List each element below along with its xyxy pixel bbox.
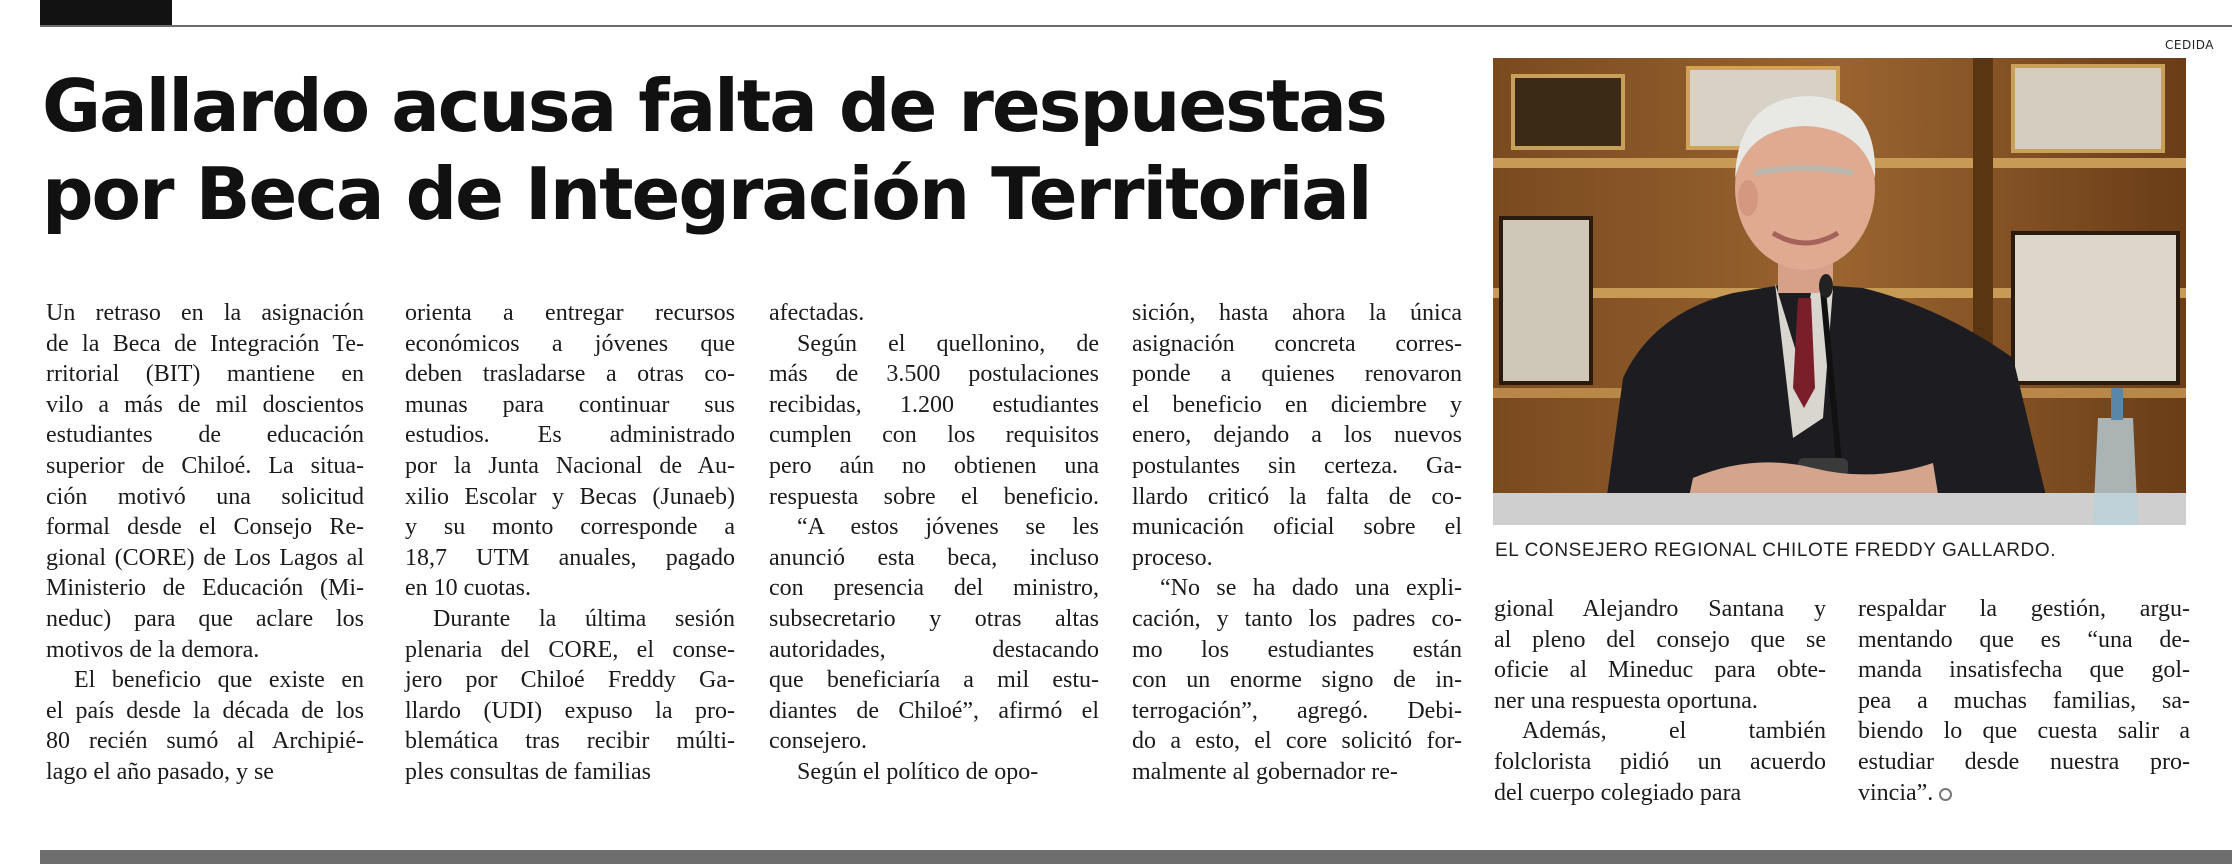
text-line: pea a muchas familias, sa- [1858,687,2190,714]
text-line: ner una respuesta oportuna. [1494,687,1758,714]
text-line: neduc) para que aclare los [46,605,364,632]
body-column-1 [46,298,364,788]
text-line: por la Junta Nacional de Au- [405,452,735,479]
text-line: blemática tras recibir múlti- [405,728,735,755]
text-line: “A estos jóvenes se les [797,514,1099,541]
text-line: superior de Chiloé. La situa- [46,452,364,479]
text-line: diantes de Chiloé”, afirmó el [769,697,1099,724]
text-line: económicos a jóvenes que [405,330,735,357]
text-line: estudiantes de educación [46,422,364,449]
text-line: del cuerpo colegiado para [1494,779,1742,806]
text-line: ples consultas de familias [405,758,651,785]
text-line: llardo criticó la falta de co- [1132,483,1462,510]
text-line: Además, el también [1522,718,1826,745]
text-line: motivos de la demora. [46,636,260,663]
text-line: con un enorme signo de in- [1132,667,1462,694]
body-column-4 [1132,298,1462,788]
text-line: xilio Escolar y Becas (Junaeb) [405,483,735,510]
text-line: postulantes sin certeza. Ga- [1132,452,1462,479]
text-line: afectadas. [769,300,865,326]
text-line: estudiar desde nuestra pro- [1858,748,2190,775]
text-line: autoridades, destacando [769,636,1099,663]
text-line: estudios. Es administrado [405,422,735,449]
text-line: el país desde la década de los [46,697,364,724]
text-line: mo los estudiantes están [1132,636,1462,663]
section-tab [40,0,172,25]
text-line: al pleno del consejo que se [1494,626,1826,653]
text-line: ponde a quienes renovaron [1132,361,1462,388]
text-line: orienta a entregar recursos [405,300,735,326]
text-line: ción motivó una solicitud [46,483,364,510]
text-line: El beneficio que existe en [74,667,364,694]
body-column-6 [1858,594,2190,808]
text-line: Un retraso en la asignación [46,300,364,326]
text-line: proceso. [1132,544,1213,571]
text-line: pero aún no obtienen una [769,452,1099,479]
text-line: en 10 cuotas. [405,575,531,602]
photo-illustration [1493,58,2186,525]
text-line: terrogación”, agregó. Debi- [1132,697,1462,724]
text-line: subsecretario y otras altas [769,605,1099,632]
headline-line-1: Gallardo acusa falta de respuestas [42,64,1386,148]
text-line: recibidas, 1.200 estudiantes [769,391,1099,418]
text-line: enero, dejando a los nuevos [1132,422,1462,449]
text-line: deben trasladarse a otras co- [405,361,735,388]
text-line: 18,7 UTM anuales, pagado [405,544,735,571]
text-line: mentando que es “una de- [1858,626,2190,653]
text-line: 80 recién sumó al Archipié- [46,728,364,755]
text-line: folclorista pidió un acuerdo [1494,748,1826,775]
text-line: lago el año pasado, y se [46,758,274,785]
text-line: de la Beca de Integración Te- [46,330,364,357]
text-line: que beneficiaría a mil estu- [769,667,1099,694]
text-line: respuesta sobre el beneficio. [769,483,1099,510]
text-line: con presencia del ministro, [769,575,1099,602]
text-line: gional (CORE) de Los Lagos al [46,544,364,571]
text-line: do a esto, el core solicitó for- [1132,728,1462,755]
text-line: anunció esta beca, incluso [769,544,1099,571]
text-line: “No se ha dado una expli- [1160,575,1462,602]
text-line: vilo a más de mil doscientos [46,391,364,418]
text-line: plenaria del CORE, el conse- [405,636,735,663]
photo-caption: EL CONSEJERO REGIONAL CHILOTE FREDDY GALLARDO. [1495,540,2057,561]
text-line: munas para continuar sus [405,391,735,418]
text-line: cación, y tanto los padres co- [1132,605,1462,632]
text-line: el beneficio en diciembre y [1132,391,1462,418]
text-line: oficie al Mineduc para obte- [1494,657,1826,684]
body-column-3 [769,298,1099,788]
headline [42,62,1482,238]
text-line: Según el político de opo- [797,758,1039,785]
bottom-band [40,850,2232,864]
text-line: sición, hasta ahora la única [1132,300,1462,326]
text-line: Según el quellonino, de [797,330,1099,357]
body-column-5 [1494,594,1826,808]
text-line: respaldar la gestión, argu- [1858,596,2190,622]
text-line: asignación concreta corres- [1132,330,1462,357]
text-line: municación oficial sobre el [1132,514,1462,541]
text-line: cumplen con los requisitos [769,422,1099,449]
text-line: Ministerio de Educación (Mi- [46,575,364,602]
text-line: malmente al gobernador re- [1132,758,1398,785]
text-line: formal desde el Consejo Re- [46,514,364,541]
text-line: más de 3.500 postulaciones [769,361,1099,388]
text-line: gional Alejandro Santana y [1494,596,1826,622]
text-line: jero por Chiloé Freddy Ga- [405,667,735,694]
text-line: manda insatisfecha que gol- [1858,657,2190,684]
end-of-article-icon [1939,788,1952,801]
text-line: rritorial (BIT) mantiene en [46,361,364,388]
photo-credit: CEDIDA [2165,38,2214,52]
top-rule [40,25,2232,27]
text-line: vincia”. [1858,778,2190,809]
text-line: Durante la última sesión [433,605,735,632]
text-line: y su monto corresponde a [405,514,735,541]
text-line: biendo lo que cuesta salir a [1858,718,2190,745]
text-line: llardo (UDI) expuso la pro- [405,697,735,724]
body-column-2 [405,298,735,788]
headline-line-2: por Beca de Integración Territorial [42,152,1371,236]
text-line: consejero. [769,728,867,755]
article-photo [1493,58,2186,525]
